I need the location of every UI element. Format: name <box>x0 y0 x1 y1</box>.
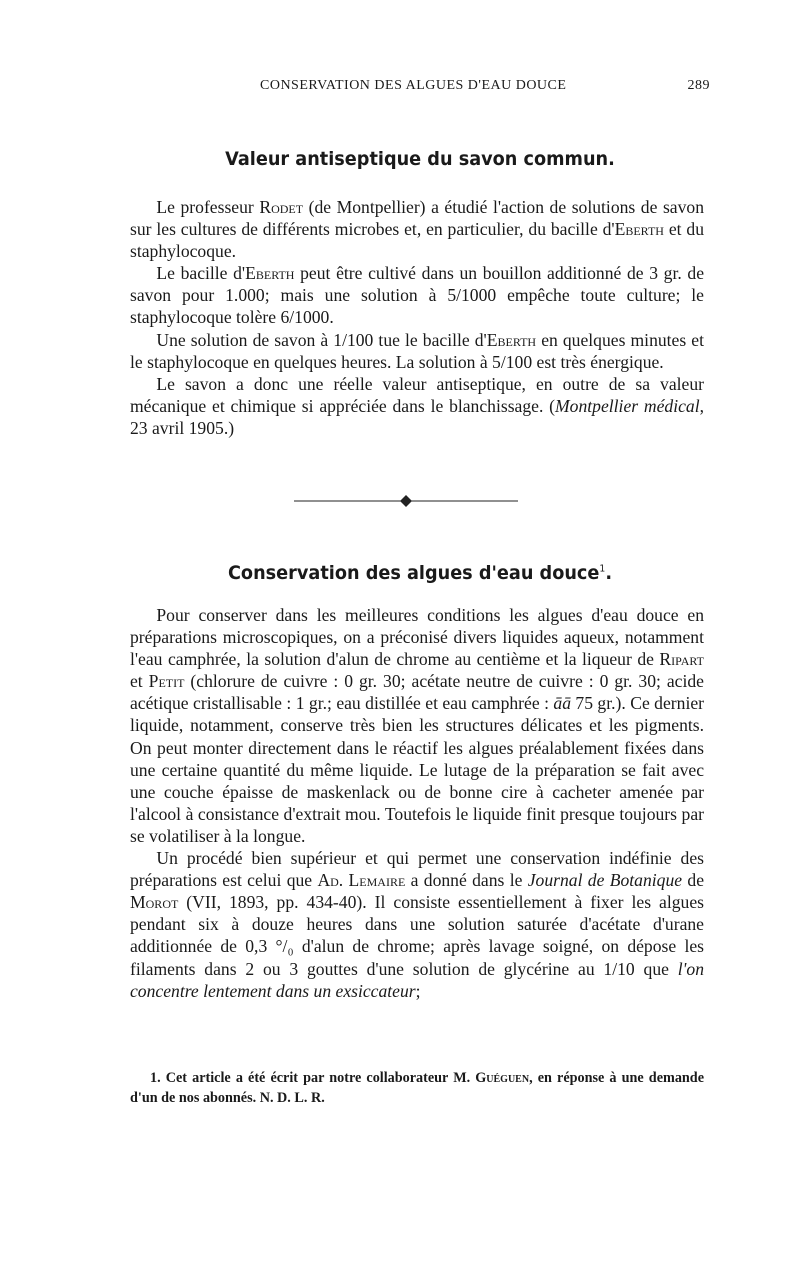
paragraph: Une solution de savon à 1/100 tue le bacille d'Eberth en quelques minutes et le staphylocoque en quelques heures. La solution à 5/100 est très énergique. <box>130 329 704 372</box>
paragraph: Un procédé bien supérieur et qui permet une conservation indéfinie des préparations est celui que Ad. Lemaire a donné dans le Journal de Botanique de Morot (VII, 1893, pp. 434-40). Il consiste essentiellement à fixer les algues pendant six à douze heures dans une solution saturée d'acétate d'urane additionnée de 0,3 °/₀ d'alun de chrome; après lavage soigné, on dépose les filaments dans 2 ou 3 gouttes d'une solution de glycérine au 1/10 que l'on concentre lentement dans un exsiccateur; <box>130 848 705 1001</box>
footnote: 1. Cet article a été écrit par notre collaborateur M. Guéguen, en réponse à une demande d'un de nos abonnés. N. D. L. R. <box>130 1070 704 1106</box>
paragraph: Le bacille d'Eberth peut être cultivé dans un bouillon additionné de 3 gr. de savon pour 1.000; mais une solution à 5/1000 empêche toute culture; le staphylocoque tolère 6/1000. <box>130 263 704 328</box>
paragraph: Le professeur Rodet (de Montpellier) a étudié l'action de solutions de savon sur les cultures de différents microbes et, en particulier, du bacille d'Eberth et du staphylocoque. <box>130 197 704 262</box>
section-title-algues: Conservation des algues d'eau douce$^1$. <box>227 562 613 584</box>
page-number: 289 <box>687 78 710 93</box>
paragraph: Pour conserver dans les meilleures conditions les algues d'eau douce en préparations microscopiques, on a préconisé divers liquides aqueux, notamment l'eau camphrée, la solution d'alun de chrome au centième et la liqueur de Ripart et Petit (chlorure de cuivre : 0 gr. 30; acétate neutre de cuivre : 0 gr. 30; acide acétique cristallisable : 1 gr.; eau distillée et eau camphrée : āā 75 gr.). Ce dernier liquide, notamment, conserve très bien les structures délicates et les pigments. On peut monter directement dans le réactif les algues préalablement fixées dans une certaine quantité du même liquide. Le lutage de la préparation se fait avec une couche épaisse de maskenlack ou de bonne cire à cacheter amenée par l'alcool à consistance d'extrait mou. Toutefois le liquide finit presque toujours par se volatiliser à la longue. <box>130 605 704 846</box>
section-title-savon: Valeur antiseptique du savon commun. <box>225 148 615 170</box>
section-body-savon <box>130 196 704 439</box>
running-title: CONSERVATION DES ALGUES D'EAU DOUCE <box>260 78 567 93</box>
section-body-algues <box>130 604 704 1002</box>
footnote-marker: 1 <box>599 563 606 575</box>
paragraph: Le savon a donc une réelle valeur antiseptique, en outre de sa valeur mécanique et chimique si appréciée dans le blanchissage. (Montpellier médical, 23 avril 1905.) <box>130 373 704 438</box>
section-divider <box>294 494 518 508</box>
